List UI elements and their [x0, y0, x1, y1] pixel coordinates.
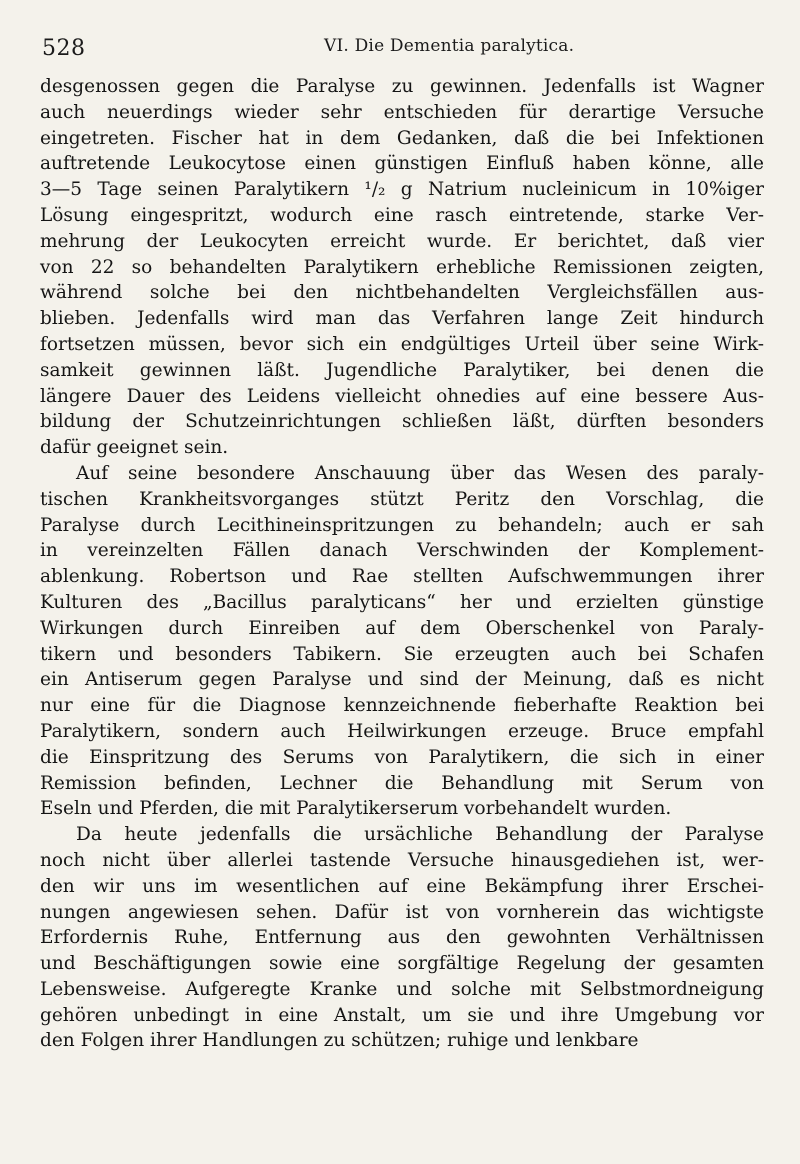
text-line: fortsetzen müssen, bevor sich ein endgültiges Urteil über seine Wirk-: [40, 333, 764, 355]
text-line: dafür geeignet sein.: [40, 437, 229, 459]
text-line: Lösung eingespritzt, wodurch eine rasch eintretende, starke Ver-: [40, 204, 764, 226]
text-line: Paralytikern, sondern auch Heilwirkungen erzeuge. Bruce empfahl: [40, 720, 764, 742]
text-line: während solche bei den nichtbehandelten Vergleichsfällen aus-: [40, 282, 764, 304]
text-line: Remission befinden, Lechner die Behandlung mit Serum von: [40, 772, 764, 794]
paragraph: [40, 74, 764, 461]
paragraph: [40, 822, 764, 1054]
text-line: Kulturen des „Bacillus paralyticans“ her und erzielten günstige: [40, 591, 764, 613]
page-header: [42, 32, 764, 62]
text-line: Lebensweise. Aufgeregte Kranke und solche mit Selbstmordneigung: [40, 978, 764, 1000]
text-line: den Folgen ihrer Handlungen zu schützen; ruhige und lenkbare: [40, 1030, 639, 1052]
text-line: von 22 so behandelten Paralytikern erhebliche Remissionen zeigten,: [40, 256, 764, 278]
text-line: die Einspritzung des Serums von Paralytikern, die sich in einer: [40, 746, 764, 768]
text-line: Paralyse durch Lecithineinspritzungen zu behandeln; auch er sah: [40, 514, 764, 536]
text-line: noch nicht über allerlei tastende Versuche hinausgediehen ist, wer-: [40, 849, 764, 871]
text-line: Da heute jedenfalls die ursächliche Behandlung der Paralyse: [76, 824, 764, 846]
text-line: Erfordernis Ruhe, Entfernung aus den gewohnten Verhältnissen: [40, 927, 764, 949]
text-line: auch neuerdings wieder sehr entschieden für derartige Versuche: [40, 101, 764, 123]
body-text: [40, 74, 764, 1054]
text-line: tischen Krankheitsvorganges stützt Peritz den Vorschlag, die: [40, 488, 764, 510]
text-line: eingetreten. Fischer hat in dem Gedanken, daß die bei Infektionen: [40, 127, 764, 149]
text-line: blieben. Jedenfalls wird man das Verfahren lange Zeit hindurch: [40, 308, 764, 330]
text-line: längere Dauer des Leidens vielleicht ohnedies auf eine bessere Aus-: [40, 385, 764, 407]
text-line: mehrung der Leukocyten erreicht wurde. Er berichtet, daß vier: [40, 230, 764, 252]
text-line: Eseln und Pferden, die mit Paralytikerserum vorbehandelt wurden.: [40, 798, 672, 820]
text-line: und Beschäftigungen sowie eine sorgfältige Regelung der gesamten: [40, 953, 764, 975]
text-line: nungen angewiesen sehen. Dafür ist von vornherein das wichtigste: [40, 901, 764, 923]
text-line: desgenossen gegen die Paralyse zu gewinnen. Jedenfalls ist Wagner: [40, 76, 764, 97]
text-line: samkeit gewinnen läßt. Jugendliche Paralytiker, bei denen die: [40, 359, 764, 381]
text-line: 3—5 Tage seinen Paralytikern ¹/₂ g Natrium nucleinicum in 10%iger: [40, 179, 764, 201]
paragraph: [40, 461, 764, 822]
text-line: auftretende Leukocytose einen günstigen Einfluß haben könne, alle: [40, 153, 764, 175]
text-line: den wir uns im wesentlichen auf eine Bekämpfung ihrer Erschei-: [40, 875, 764, 897]
text-line: ein Antiserum gegen Paralyse und sind der Meinung, daß es nicht: [40, 669, 764, 691]
page-number: 528: [42, 36, 86, 61]
running-title: VI. Die Dementia paralytica.: [324, 36, 575, 56]
text-line: ablenkung. Robertson und Rae stellten Aufschwemmungen ihrer: [40, 566, 764, 588]
text-line: gehören unbedingt in eine Anstalt, um sie und ihre Umgebung vor: [40, 1004, 764, 1026]
text-line: bildung der Schutzeinrichtungen schließen läßt, dürften besonders: [40, 411, 764, 433]
text-line: Wirkungen durch Einreiben auf dem Oberschenkel von Paraly-: [40, 617, 764, 639]
text-line: in vereinzelten Fällen danach Verschwinden der Komplement-: [40, 540, 764, 562]
text-line: tikern und besonders Tabikern. Sie erzeugten auch bei Schafen: [40, 643, 764, 665]
text-line: Auf seine besondere Anschauung über das Wesen des paraly-: [76, 462, 764, 484]
text-line: nur eine für die Diagnose kennzeichnende fieberhafte Reaktion bei: [40, 695, 764, 717]
